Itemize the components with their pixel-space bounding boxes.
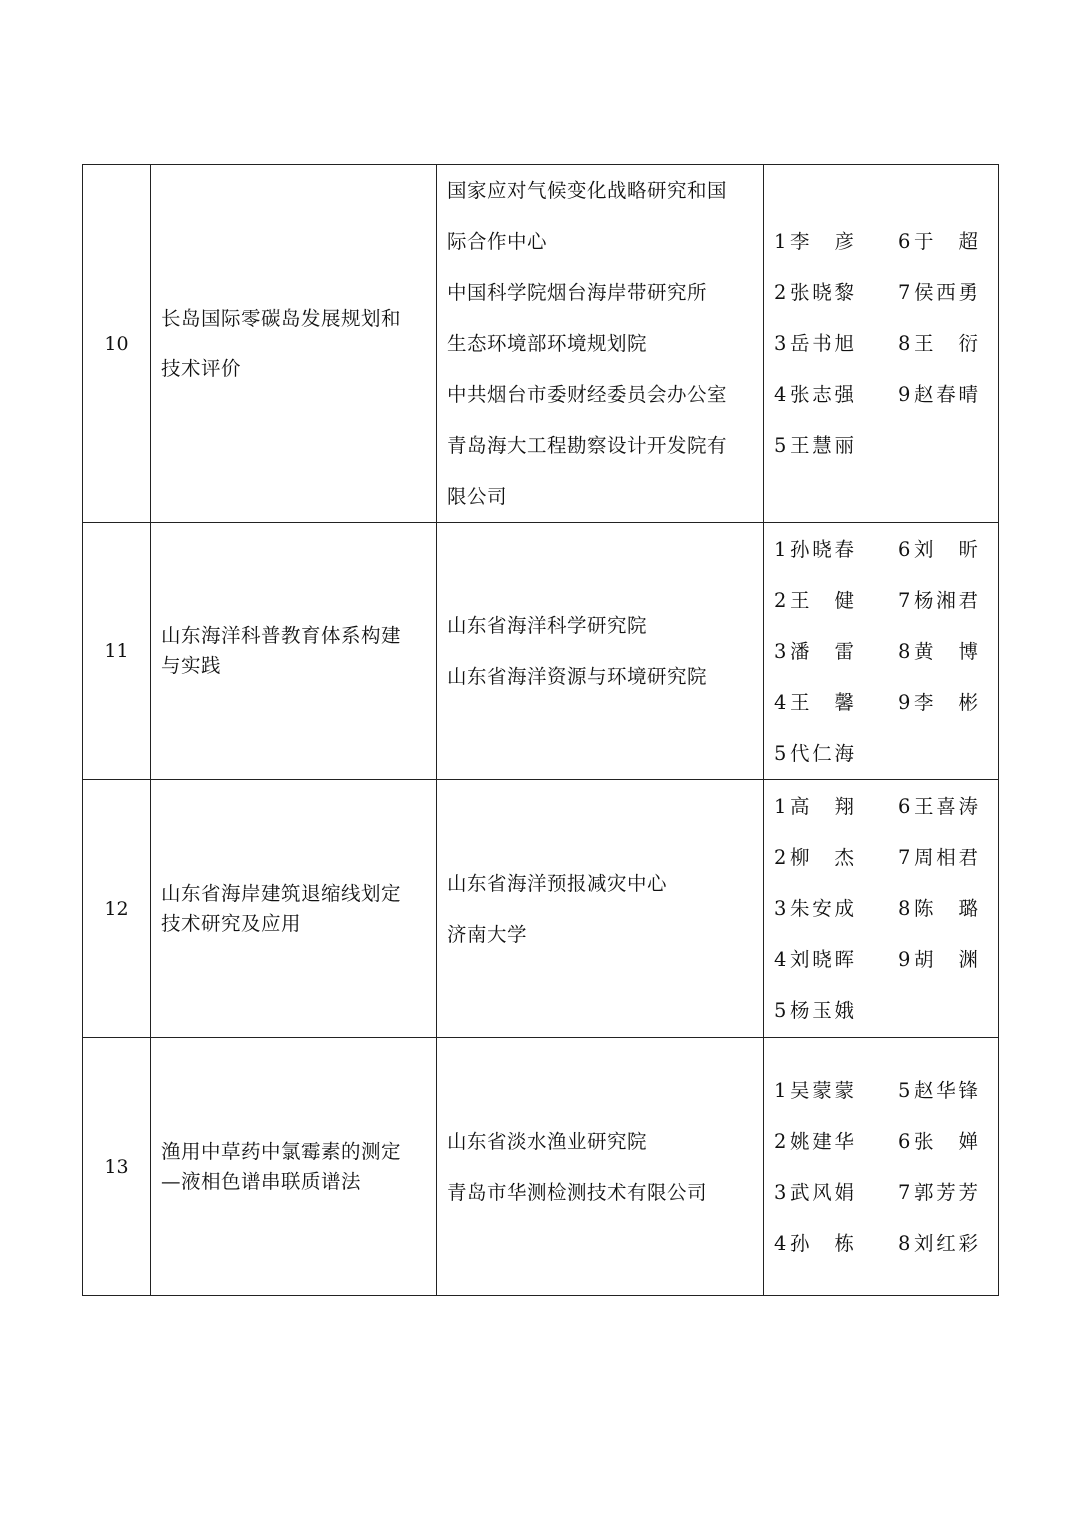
member-number: 2 (774, 588, 787, 612)
member-item (898, 524, 978, 575)
member-number: 8 (898, 1231, 911, 1255)
member-number: 9 (898, 690, 911, 714)
member-number: 4 (774, 1231, 787, 1255)
member-name: 武风娟 (790, 1180, 854, 1204)
member-item (774, 985, 888, 1036)
member-name: 张晓黎 (790, 281, 854, 304)
member-item (774, 677, 888, 728)
member-item (898, 1167, 978, 1218)
member-item (898, 318, 978, 369)
member-name: 刘红彩 (914, 1231, 978, 1255)
member-number: 6 (898, 795, 911, 818)
member-number: 8 (898, 639, 911, 663)
member-number: 8 (898, 897, 911, 920)
organization-cell (437, 165, 764, 523)
member-name: 柳 杰 (790, 846, 854, 869)
project-name-line: 渔用中草药中氯霉素的测定 (161, 1139, 402, 1163)
member-item (774, 781, 888, 832)
members-list (774, 524, 978, 779)
table-row (83, 780, 999, 1038)
project-name-cell (151, 780, 437, 1038)
member-item (898, 1116, 978, 1167)
member-name: 杨湘君 (914, 588, 978, 612)
project-name-line: 技术评价 (161, 356, 242, 380)
member-number: 4 (774, 948, 787, 971)
member-item (898, 1218, 978, 1269)
member-number: 1 (774, 795, 787, 818)
member-number: 4 (774, 383, 787, 406)
member-number: 3 (774, 897, 787, 920)
project-name-cell (151, 1038, 437, 1296)
member-item (774, 216, 888, 267)
member-name: 姚建华 (790, 1129, 854, 1153)
table-row (83, 1038, 999, 1296)
project-name-line: 山东省海岸建筑退缩线划定 (161, 881, 402, 905)
organization-cell (437, 1038, 764, 1296)
member-name: 侯西勇 (914, 281, 978, 304)
member-number: 2 (774, 1129, 787, 1153)
project-name-cell (151, 165, 437, 523)
member-number: 7 (898, 1180, 911, 1204)
member-name: 王 衍 (914, 332, 978, 355)
member-name: 于 超 (914, 230, 978, 253)
member-item (774, 524, 888, 575)
member-item (898, 781, 978, 832)
row-number: 12 (83, 780, 151, 1038)
organization-line: 生态环境部环境规划院 (447, 332, 648, 355)
member-name: 孙晓春 (790, 537, 854, 561)
member-name: 胡 渊 (914, 948, 978, 971)
member-number: 5 (774, 741, 787, 765)
member-number: 3 (774, 332, 787, 355)
member-item (898, 677, 978, 728)
member-item (774, 728, 888, 779)
member-name: 陈 璐 (914, 897, 978, 920)
member-name: 王慧丽 (790, 434, 854, 457)
member-item (774, 626, 888, 677)
table-row (83, 165, 999, 523)
member-name: 张 婵 (914, 1129, 978, 1153)
organization-line: 山东省海洋科学研究院 (447, 614, 648, 637)
member-item (898, 883, 978, 934)
organization-line: 山东省海洋资源与环境研究院 (447, 665, 708, 688)
member-item (774, 1065, 888, 1116)
member-name: 张志强 (790, 383, 854, 406)
organization-line: 青岛海大工程勘察设计开发院有 (447, 434, 728, 457)
project-name-line: 技术研究及应用 (161, 911, 302, 935)
member-name: 王 馨 (790, 690, 854, 714)
organization-line: 限公司 (447, 485, 508, 508)
member-name: 吴蒙蒙 (790, 1078, 854, 1102)
member-number: 5 (774, 434, 787, 457)
project-name-cell (151, 523, 437, 780)
member-name: 刘 昕 (914, 537, 978, 561)
project-name-line: —液相色谱串联质谱法 (161, 1169, 362, 1193)
table-body (83, 165, 999, 1296)
member-name: 潘 雷 (790, 639, 854, 663)
member-item (898, 216, 978, 267)
member-number: 7 (898, 281, 911, 304)
member-item (898, 832, 978, 883)
member-item (898, 934, 978, 985)
member-item (898, 369, 978, 420)
members-cell (764, 780, 999, 1038)
member-item (774, 420, 888, 471)
organization-cell (437, 523, 764, 780)
member-number: 5 (898, 1078, 911, 1102)
member-item (774, 1116, 888, 1167)
awards-table (82, 164, 999, 1296)
member-item (898, 267, 978, 318)
member-name: 周相君 (914, 846, 978, 869)
member-number: 1 (774, 230, 787, 253)
members-list (774, 216, 978, 471)
member-number: 1 (774, 1078, 787, 1102)
organization-line: 中共烟台市委财经委员会办公室 (447, 383, 728, 406)
member-name: 孙 栋 (790, 1231, 854, 1255)
member-item (774, 934, 888, 985)
member-number: 1 (774, 537, 787, 561)
member-number: 9 (898, 948, 911, 971)
member-name: 李 彬 (914, 690, 978, 714)
member-name: 王 健 (790, 588, 854, 612)
member-item (774, 318, 888, 369)
member-number: 7 (898, 588, 911, 612)
member-item (774, 1167, 888, 1218)
member-item (898, 626, 978, 677)
member-number: 3 (774, 639, 787, 663)
organization-line: 际合作中心 (447, 230, 548, 253)
member-name: 郭芳芳 (914, 1180, 978, 1204)
member-item (774, 883, 888, 934)
member-number: 6 (898, 537, 911, 561)
organization-line: 国家应对气候变化战略研究和国 (447, 179, 728, 202)
member-name: 李 彦 (790, 230, 854, 253)
member-item (774, 267, 888, 318)
member-number: 6 (898, 1129, 911, 1153)
organization-line: 山东省淡水渔业研究院 (447, 1129, 648, 1153)
member-name: 赵华锋 (914, 1078, 978, 1102)
project-name-line: 山东海洋科普教育体系构建 (161, 624, 402, 647)
row-number: 11 (83, 523, 151, 780)
organization-line: 青岛市华测检测技术有限公司 (447, 1180, 708, 1204)
member-number: 2 (774, 281, 787, 304)
row-number: 10 (83, 165, 151, 523)
member-name: 代仁海 (790, 741, 854, 765)
member-item (898, 575, 978, 626)
member-name: 黄 博 (914, 639, 978, 663)
member-number: 8 (898, 332, 911, 355)
member-item (898, 1065, 978, 1116)
member-name: 高 翔 (790, 795, 854, 818)
members-cell (764, 1038, 999, 1296)
member-number: 3 (774, 1180, 787, 1204)
project-name-line: 长岛国际零碳岛发展规划和 (161, 306, 402, 330)
member-item (774, 369, 888, 420)
organization-line: 山东省海洋预报减灾中心 (447, 871, 668, 895)
row-number: 13 (83, 1038, 151, 1296)
member-number: 2 (774, 846, 787, 869)
member-name: 朱安成 (790, 897, 854, 920)
member-name: 赵春晴 (914, 383, 978, 406)
organization-line: 中国科学院烟台海岸带研究所 (447, 281, 708, 304)
member-name: 王喜涛 (914, 795, 978, 818)
members-cell (764, 165, 999, 523)
member-number: 4 (774, 690, 787, 714)
members-list (774, 1065, 978, 1269)
table-row (83, 523, 999, 780)
member-item (774, 832, 888, 883)
member-number: 9 (898, 383, 911, 406)
member-number: 5 (774, 999, 787, 1022)
member-name: 岳书旭 (790, 332, 854, 355)
members-list (774, 781, 978, 1036)
member-number: 7 (898, 846, 911, 869)
member-item (774, 575, 888, 626)
organization-line: 济南大学 (447, 922, 528, 946)
project-name-line: 与实践 (161, 654, 222, 677)
member-name: 杨玉娥 (790, 999, 854, 1022)
members-cell (764, 523, 999, 780)
member-number: 6 (898, 230, 911, 253)
member-item (774, 1218, 888, 1269)
member-name: 刘晓晖 (790, 948, 854, 971)
organization-cell (437, 780, 764, 1038)
